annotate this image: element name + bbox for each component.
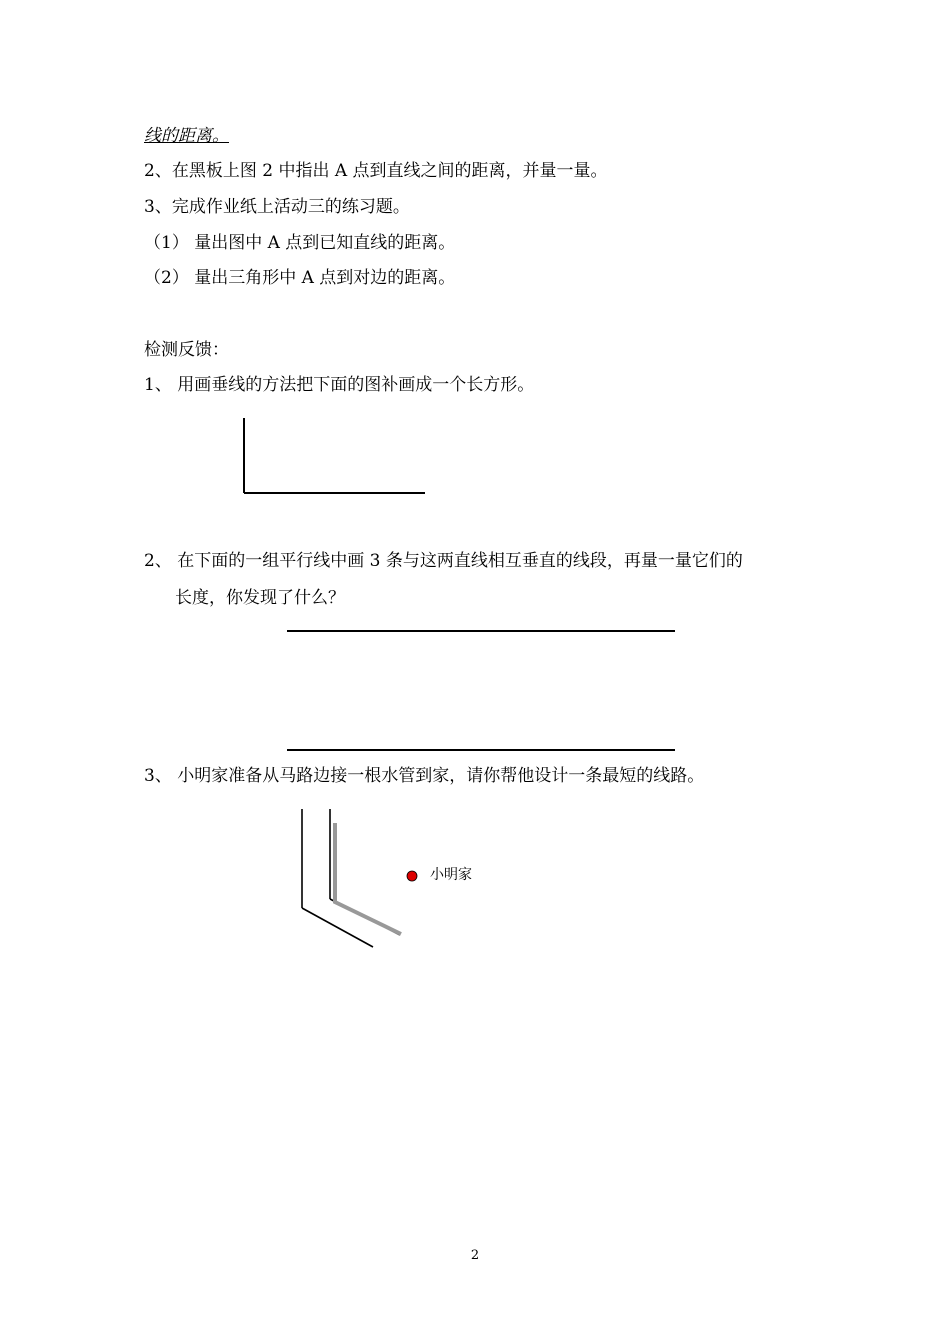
feedback-heading: 检测反馈： [144,340,229,360]
question-2-line-1: 2、 在下面的一组平行线中画 3 条与这两直线相互垂直的线段，再量一量它们的 [144,551,743,571]
task-2: 2、在黑板上图 2 中指出 A 点到直线之间的距离，并量一量。 [144,161,608,181]
subtask-2: （2） 量出三角形中 A 点到对边的距离。 [144,268,456,288]
road-gray-edge [335,823,401,934]
page-number: 2 [470,1248,480,1263]
house-label: 小明家 [430,867,472,883]
subtask-1: （1） 量出图中 A 点到已知直线的距离。 [144,233,456,253]
question-2-line-2: 长度，你发现了什么？ [175,588,345,608]
l-shape-figure [236,412,436,502]
house-dot [407,871,417,881]
continuation-line: 线的距离。 [144,126,229,146]
parallel-lines-figure [284,625,684,755]
task-3: 3、完成作业纸上活动三的练习题。 [144,197,410,217]
question-3: 3、 小明家准备从马路边接一根水管到家，请你帮他设计一条最短的线路。 [144,766,705,786]
question-1: 1、 用画垂线的方法把下面的图补画成一个长方形。 [144,375,535,395]
